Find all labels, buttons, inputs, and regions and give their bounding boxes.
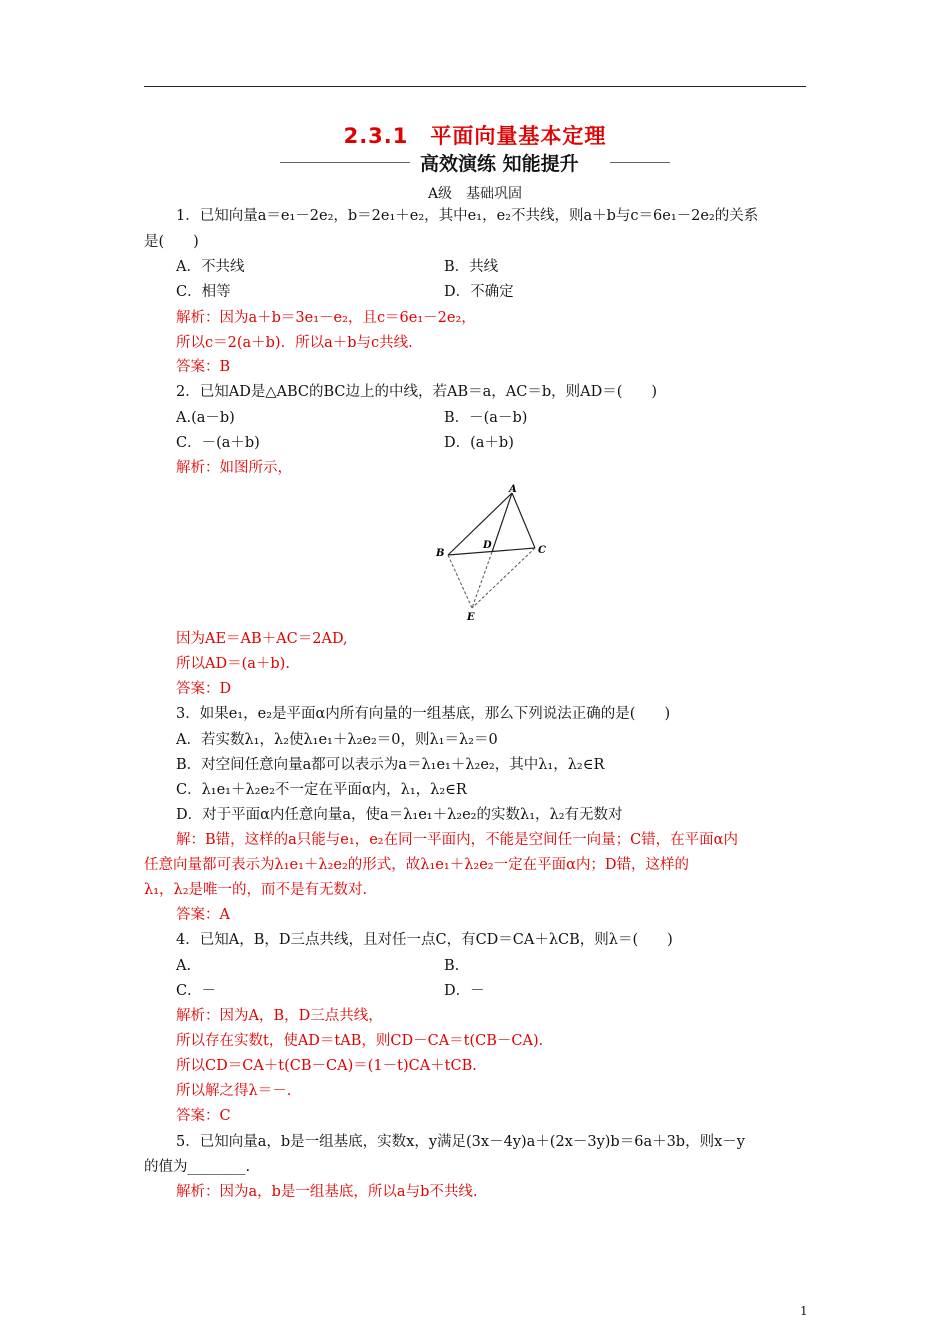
q1-option-b: B．共线 — [444, 259, 499, 275]
subtitle: 高效演练 知能提升 — [420, 153, 579, 175]
q3-option-a: A．若实数λ₁，λ₂使λ₁e₁＋λ₂e₂＝0，则λ₁＝λ₂＝0 — [176, 732, 498, 748]
q2-solution-3: 所以AD＝(a＋b). — [176, 656, 290, 672]
q2-solution-2: 因为AE＝AB＋AC＝2AD, — [176, 631, 348, 647]
q5-stem: 5．已知向量a，b是一组基底，实数x，y满足(3x－4y)a＋(2x－3y)b＝6a＋3b，则x－y — [176, 1134, 745, 1150]
q4-solution-4: 所以解之得λ＝－. — [176, 1083, 292, 1099]
q1-option-d: D．不确定 — [444, 284, 514, 300]
q2-option-d: D．(a＋b) — [444, 435, 514, 451]
q3-solution-2: 任意向量都可表示为λ₁e₁＋λ₂e₂的形式，故λ₁e₁＋λ₂e₂一定在平面α内；D错，这样的 — [144, 857, 690, 873]
section-title: 2.3.1 平面向量基本定理 — [343, 124, 607, 148]
page-number: 1 — [800, 1304, 808, 1318]
q2-option-b: B．－(a－b) — [444, 410, 528, 426]
subtitle-rule-right — [610, 162, 670, 163]
q2-option-c: C．－(a＋b) — [176, 435, 260, 451]
header-rule — [144, 86, 806, 87]
label-b: B — [436, 548, 445, 559]
q3-option-c: C．λ₁e₁＋λ₂e₂不一定在平面α内，λ₁，λ₂∈R — [176, 782, 467, 798]
q1-solution-1: 解析：因为a＋b＝3e₁－e₂，且c＝6e₁－2e₂， — [176, 310, 476, 326]
q1-stem: 1．已知向量a＝e₁－2e₂，b＝2e₁＋e₂，其中e₁，e₂不共线，则a＋b与c＝6e₁－2e₂的关系 — [176, 208, 759, 224]
q3-solution-1: 解：B错，这样的a只能与e₁，e₂在同一平面内，不能是空间任一向量；C错，在平面α内 — [176, 832, 738, 848]
q3-option-d: D．对于平面α内任意向量a，使a＝λ₁e₁＋λ₂e₂的实数λ₁，λ₂有无数对 — [176, 807, 623, 823]
q3-option-b: B．对空间任意向量a都可以表示为a＝λ₁e₁＋λ₂e₂，其中λ₁，λ₂∈R — [176, 757, 605, 773]
label-c: C — [538, 545, 546, 556]
q4-option-b: B. — [444, 958, 460, 974]
q1-option-c: C．相等 — [176, 284, 231, 300]
q3-answer: 答案：A — [176, 907, 230, 923]
q5-stem-cont: 的值为________. — [144, 1159, 251, 1175]
q3-stem: 3．如果e₁，e₂是平面α内所有向量的一组基底，那么下列说法正确的是( ) — [176, 706, 671, 722]
q4-option-d: D．－ — [444, 983, 485, 999]
q4-option-c: C．－ — [176, 983, 217, 999]
q4-solution-1: 解析：因为A，B，D三点共线， — [176, 1008, 383, 1024]
q1-solution-2: 所以c＝2(a＋b)．所以a＋b与c共线. — [176, 335, 413, 351]
q1-option-a: A．不共线 — [176, 259, 245, 275]
q4-solution-3: 所以CD＝CA＋t(CB－CA)＝(1－t)CA＋tCB. — [176, 1058, 477, 1074]
q4-stem: 4．已知A，B，D三点共线，且对任一点C，有CD＝CA＋λCB，则λ＝( ) — [176, 932, 673, 948]
triangle-figure — [430, 480, 560, 625]
label-d: D — [483, 540, 492, 551]
level-heading: A级 基础巩固 — [427, 186, 523, 202]
q4-option-a: A. — [176, 958, 192, 974]
subtitle-banner — [280, 149, 670, 177]
q2-option-a: A.(a－b) — [176, 410, 235, 426]
q4-solution-2: 所以存在实数t，使AD＝tAB，则CD－CA＝t(CB－CA). — [176, 1033, 544, 1049]
q3-solution-3: λ₁，λ₂是唯一的，而不是有无数对. — [144, 882, 368, 898]
q1-stem-cont: 是( ) — [144, 234, 199, 250]
subtitle-rule-left — [280, 162, 410, 163]
q2-stem: 2．已知AD是△ABC的BC边上的中线，若AB＝a，AC＝b，则AD＝( ) — [176, 384, 658, 400]
q4-answer: 答案：C — [176, 1108, 231, 1124]
label-e: E — [467, 612, 475, 623]
q1-answer: 答案：B — [176, 359, 231, 375]
q2-solution-1: 解析：如图所示， — [176, 460, 292, 476]
q2-answer: 答案：D — [176, 681, 232, 697]
q5-solution-1: 解析：因为a，b是一组基底，所以a与b不共线. — [176, 1184, 478, 1200]
label-a: A — [509, 484, 517, 495]
